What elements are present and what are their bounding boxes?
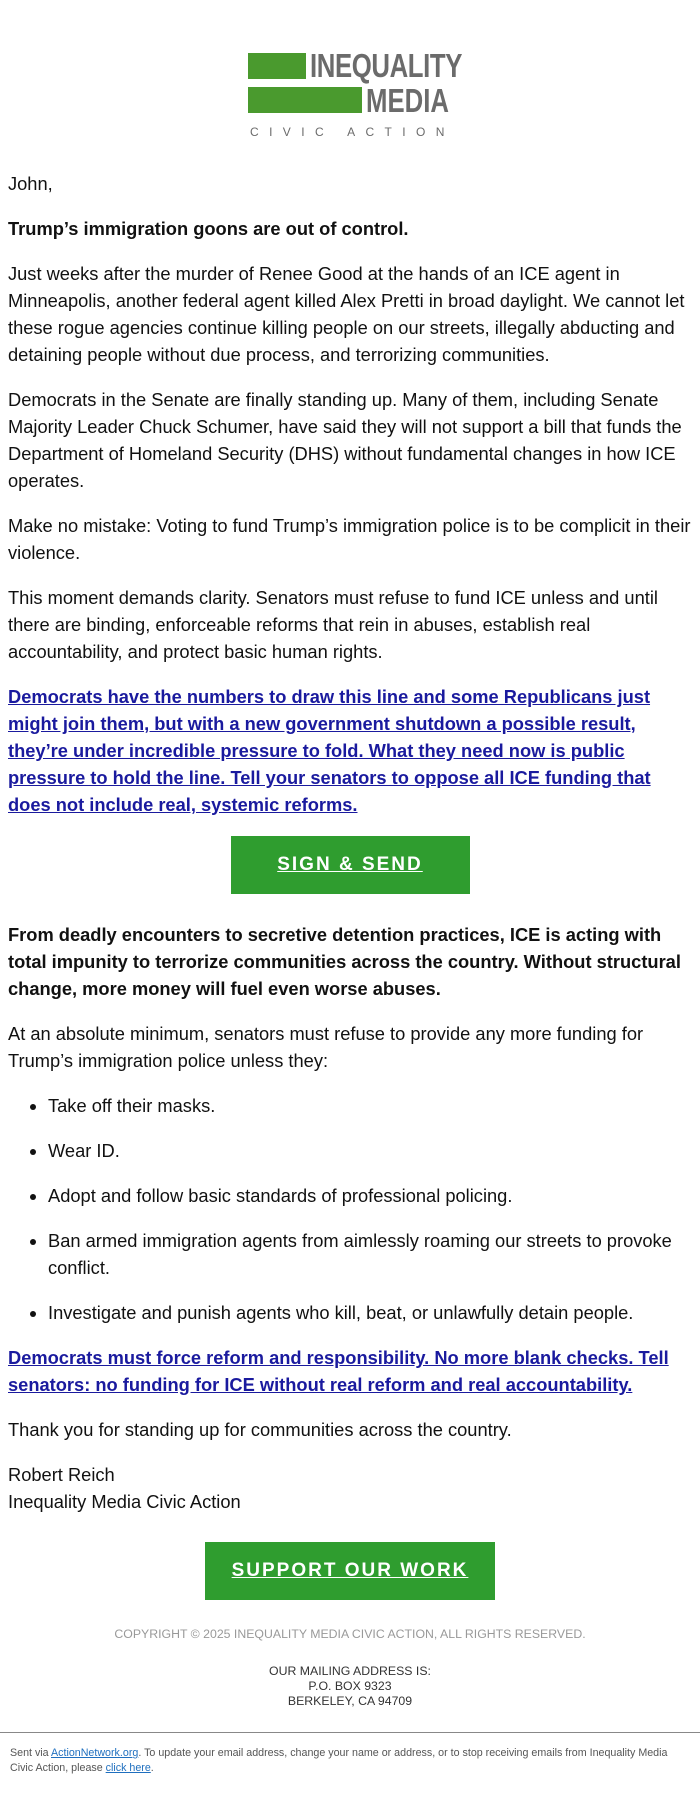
paragraph-1: Just weeks after the murder of Renee Good at the hands of an ICE agent in Minneapolis, another federal agent killed Alex Pretti in broad daylight. We cannot let these rogue agencies continue killing people on our streets, illegally abducting and detaining people without due process, and terrorizing communities. (8, 263, 685, 365)
thanks: Thank you for standing up for communities across the country. (8, 1419, 512, 1440)
logo-bar-bottom (248, 87, 362, 113)
city: BERKELEY, CA 94709 (287, 1694, 413, 1708)
mailing-label: OUR MAILING ADDRESS IS: (269, 1664, 431, 1678)
logo-word-inequality: INEQUALITY (310, 47, 462, 84)
cta-paragraph-1 (8, 683, 692, 818)
list-item: • Wear ID. (48, 1137, 692, 1164)
cta-link-oppose-ice-funding[interactable]: Democrats have the numbers to draw this line and some Republicans just might join them, but with a new government shutdown a possible result, they’re under incredible pressure to fold. What they need now is public pressure to hold the line. Tell your senators to oppose all ICE funding that does not include real, systemic reforms. (8, 686, 651, 815)
cta-link-no-blank-checks[interactable]: Democrats must force reform and responsibility. No more blank checks. Tell senators: no funding for ICE without real reform and real accountability. (8, 1347, 669, 1395)
sender-notice (0, 1732, 700, 1776)
unsubscribe-link[interactable]: click here (105, 1762, 151, 1774)
list-item: • Investigate and punish agents who kill, beat, or unlawfully detain people. (48, 1299, 692, 1326)
logo-bar-top (248, 53, 306, 79)
demands-list (8, 1092, 692, 1326)
sign-button-row (8, 836, 692, 894)
signature-name: Robert Reich (8, 1464, 115, 1485)
mailing-address (0, 1664, 700, 1709)
list-item: • Take off their masks. (48, 1092, 692, 1119)
cta-paragraph-2 (8, 1344, 692, 1398)
sign-and-send-button[interactable]: SIGN & SEND (231, 836, 470, 894)
inequality-media-logo (248, 47, 462, 143)
signature (8, 1461, 692, 1515)
sent-via-text: Sent via (10, 1747, 51, 1759)
paragraph-3: Make no mistake: Voting to fund Trump’s immigration police is to be complicit in their violence. (8, 515, 691, 563)
notice-end: . (150, 1762, 154, 1774)
headline: Trump’s immigration goons are out of control. (8, 218, 409, 239)
paragraph-2: Democrats in the Senate are finally standing up. Many of them, including Senate Majority Leader Chuck Schumer, have said they will not support a bill that funds the Department of Homeland Security (DHS) without fundamental changes in how ICE operates. (8, 389, 682, 491)
po-box: P.O. BOX 9323 (308, 1679, 392, 1693)
message-content (0, 170, 700, 1600)
logo-word-media: MEDIA (366, 82, 449, 119)
logo-subtitle: CIVIC ACTION (250, 125, 455, 139)
header (0, 0, 700, 158)
update-text: . To update your email address, change your name or address, or to stop receiving emails from Inequality Media Civic Action, please (10, 1747, 668, 1774)
list-item: • Adopt and follow basic standards of professional policing. (48, 1182, 692, 1209)
signature-org: Inequality Media Civic Action (8, 1491, 241, 1512)
support-button-row (8, 1542, 692, 1600)
footer (0, 1627, 700, 1709)
bold-paragraph: From deadly encounters to secretive detention practices, ICE is acting with total impunity to terrorize communities across the country. Without structural change, more money will fuel even worse abuses. (8, 924, 681, 999)
support-our-work-button[interactable]: SUPPORT OUR WORK (205, 1542, 495, 1600)
list-intro: At an absolute minimum, senators must refuse to provide any more funding for Trump’s immigration police unless they: (8, 1023, 644, 1071)
greeting: John, (8, 173, 53, 194)
paragraph-4: This moment demands clarity. Senators must refuse to fund ICE unless and until there are binding, enforceable reforms that rein in abuses, establish real accountability, and protect basic human rights. (8, 587, 658, 662)
list-item: • Ban armed immigration agents from aimlessly roaming our streets to provoke conflict. (48, 1227, 692, 1281)
action-network-link[interactable]: ActionNetwork.org (51, 1747, 139, 1759)
copyright: COPYRIGHT © 2025 INEQUALITY MEDIA CIVIC ACTION, ALL RIGHTS RESERVED. (114, 1627, 586, 1641)
